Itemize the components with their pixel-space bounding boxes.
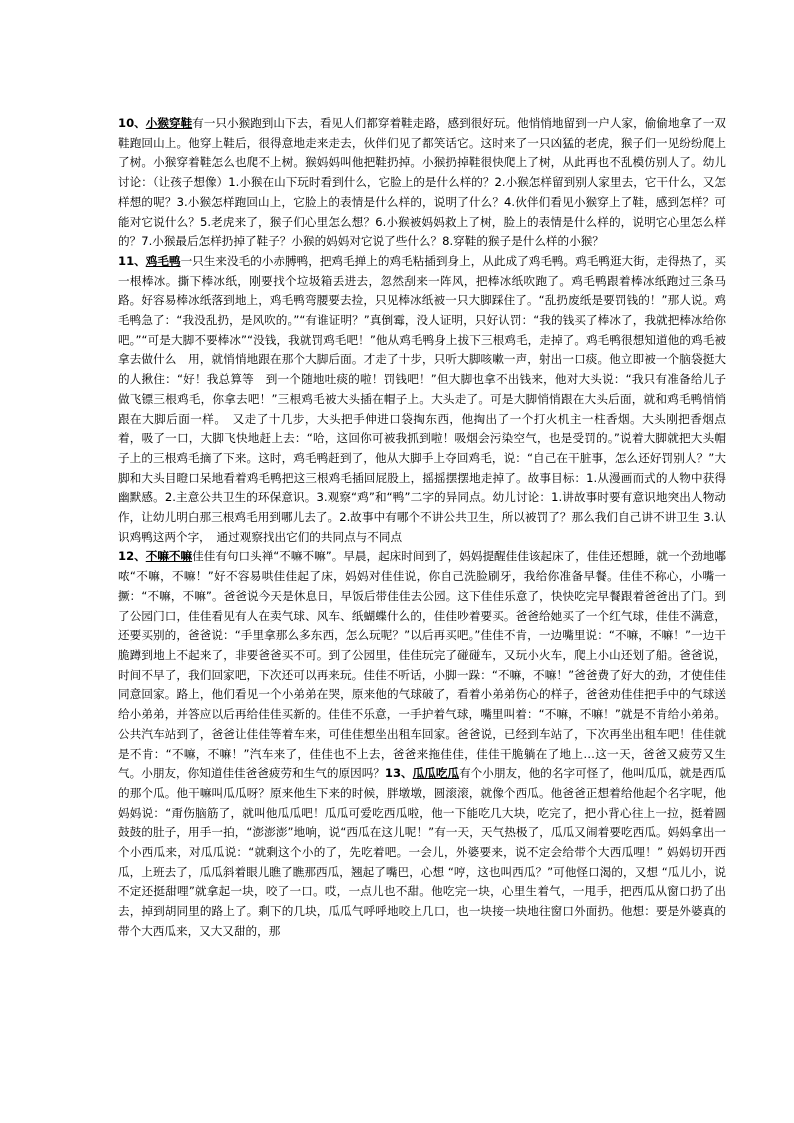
document-page (118, 114, 726, 942)
story-13-title: 瓜瓜吃瓜 (412, 766, 460, 781)
story-10-number: 10、 (118, 116, 146, 130)
story-11-number: 11、 (118, 253, 146, 268)
story-13-text: 有个小朋友，他的名字可怪了，他叫瓜瓜，就是西瓜的那个瓜。他干嘛叫瓜瓜呀？原来他生下来的时候，胖墩墩，圆滚滚，就像个西瓜。他爸爸正想着给他起个名字呢，他妈妈说：“甭伤脑筋了，就叫他瓜瓜吧！瓜瓜可爱吃西瓜啦，他一下能吃几大块，吃完了，把小背心往上一拉，挺着圆鼓鼓的肚子，用手一拍，“澎澎澎”地响，说“西瓜在这儿呢！”有一天，天气热极了，瓜瓜又闹着要吃西瓜。妈妈拿出一个小西瓜来，对瓜瓜说：“就剩这个小的了，先吃着吧。一会儿，外婆要来，说不定会给带个大西瓜哩！” 妈妈切开西瓜，上班去了，瓜瓜斜着眼儿瞧了瞧那西瓜，翘起了嘴巴，心想 “哼，这也叫西瓜？”可他怪口渴的，又想 “瓜儿小，说不定还挺甜哩”就拿起一块，咬了一口。哎，一点儿也不甜。他吃完一块，心里生着气，一甩手，把西瓜从窗口扔了出去，掉到胡同里的路上了。剩下的几块，瓜瓜气呼呼地咬上几口，也一块接一块地往窗口外面扔。他想：要是外婆真的带个大西瓜来，又大又甜的，那 (118, 766, 726, 938)
story-10-title: 小猴穿鞋 (145, 116, 193, 130)
story-10-text: 有一只小猴跑到山下去，看见人们都穿着鞋走路，感到很好玩。他悄悄地留到一户人家，偷偷地拿了一双鞋跑回山上。他穿上鞋后，很得意地走来走去，伙伴们见了都笑话它。这时来了一只凶猛的老虎，猴子们一见纷纷爬上了树。小猴穿着鞋怎么也爬不上树。猴妈妈叫他把鞋扔掉。小猴扔掉鞋很快爬上了树，从此再也不乱模仿别人了。幼儿讨论：（让孩子想像）1.小猴在山下玩时看到什么，它脸上的是什么样的？2.小猴怎样留到别人家里去，它干什么，又怎样想的呢？3.小猴怎样跑回山上，它脸上的表情是什么样的，说明了什么？4.伙伴们看见小猴穿上了鞋，感到怎样？可能对它说什么？5.老虎来了，猴子们心里怎么想？6.小猴被妈妈救上了树，脸上的表情是什么样的，说明它心里怎么样的？7.小猴最后怎样扔掉了鞋子？小猴的妈妈对它说了些什么？8.穿鞋的猴子是什么样的小猴？ (118, 116, 726, 249)
story-12-paragraph (118, 547, 726, 941)
story-12-title: 不嘛不嘛 (145, 549, 193, 564)
story-11-text: 一只生来没毛的小赤膊鸭，把鸡毛掸上的鸡毛粘插到身上，从此成了鸡毛鸭。鸡毛鸭逛大街，走得热了，买一根棒冰。撕下棒冰纸，刚要找个垃圾箱丢进去，忽然刮来一阵风，把棒冰纸吹跑了。鸡毛鸭跟着棒冰纸跑过三条马路。好容易棒冰纸落到地上，鸡毛鸭弯腰要去捡，只见棒冰纸被一只大脚踩住了。“乱扔废纸是要罚钱的！”那人说。鸡毛鸭急了：“我没乱扔，是风吹的。”“有谁证明？”真倒霉，没人证明，只好认罚：“我的钱买了棒冰了，我就把棒冰给你吧。”“可是大脚不要棒冰”“没钱，我就罚鸡毛吧！”他从鸡毛鸭身上拔下三根鸡毛，走掉了。鸡毛鸭很想知道他的鸡毛被拿去做什么 用，就悄悄地跟在那个大脚后面。才走了十步，只听大脚咳嗽一声，射出一口痰。他立即被一个脑袋挺大的人揪住：“好！我总算等 到一个随地吐痰的啦！罚钱吧！”但大脚也拿不出钱来，他对大头说：“我只有准备给儿子做飞镖三根鸡毛，你拿去吧！”三根鸡毛被大头插在帽子上。大头走了。可是大脚悄悄跟在大头后面，就和鸡毛鸭悄悄跟在大脚后面一样。 又走了十几步，大头把手伸进口袋掏东西，他掏出了一个打火机主一柱香烟。大头刚把香烟点着，吸了一口，大脚飞快地赶上去：“哈，这回你可被我抓到啦！吸烟会污染空气，也是受罚的。”说着大脚就把大头帽子上的三根鸡毛摘了下来。这时，鸡毛鸭赶到了，他从大脚手上夺回鸡毛，说：“自己在干脏事，怎么还好罚别人？”大脚和大头目瞪口呆地看着鸡毛鸭把这三根鸡毛插回屁股上，摇摇摆摆地走掉了。故事目标：1.从漫画而式的人物中获得幽默感。2.主意公共卫生的环保意识。3.观察“鸡”和“鸭”二字的异同点。幼儿讨论：1.讲故事时要有意识地突出人物动作，让幼儿明白那三根鸡毛用到哪儿去了。2.故事中有哪个不讲公共卫生，所以被罚了？那么我们自己讲不讲卫生 3.认识鸡鸭这两个字， 通过观察找出它们的共同点与不同点 (118, 253, 726, 544)
story-13-number: 13、 (384, 766, 413, 781)
story-11-paragraph (118, 252, 726, 548)
story-11-title: 鸡毛鸭 (145, 253, 181, 268)
story-10-paragraph (118, 114, 726, 252)
story-12-number: 12、 (118, 549, 146, 564)
story-12-text: 佳佳有句口头禅“不嘛不嘛”。早晨，起床时间到了，妈妈提醒佳佳该起床了，佳佳还想睡，就一个劲地嘟哝“不嘛，不嘛！”好不容易哄佳佳起了床，妈妈对佳佳说，你自己洗脸刷牙，我给你准备早餐。佳佳不称心，小嘴一撅：“不嘛，不嘛”。爸爸说今天是休息日，早饭后带佳佳去公园。这下佳佳乐意了，快快吃完早餐跟着爸爸出了门。到了公园门口，佳佳看见有人在卖气球、风车、纸蝴蝶什么的，佳佳吵着要买。爸爸给她买了一个红气球，佳佳不满意，还要买别的，爸爸说：“手里拿那么多东西，怎么玩呢？”以后再买吧。”佳佳不肯，一边嘴里说：“不嘛，不嘛！”一边干脆蹲到地上不起来了，非要爸爸买不可。到了公园里，佳佳玩完了碰碰车，又玩小火车，爬上小山还划了船。爸爸说，时间不早了，我们回家吧，下次还可以再来玩。佳佳不听话，小脚一跺：“不嘛，不嘛！”爸爸费了好大的劲，才使佳佳同意回家。路上，他们看见一个小弟弟在哭，原来他的气球破了，看着小弟弟伤心的样子，爸爸劝佳佳把手中的气球送给小弟弟，并答应以后再给佳佳买新的。佳佳不乐意，一手护着气球，嘴里叫着：“不嘛，不嘛！”就是不肯给小弟弟。公共汽车站到了，爸爸让佳佳等着车来，可佳佳想坐出租车回家。爸爸说，已经到车站了，下次再坐出租车吧！佳佳就是不肯：“不嘛，不嘛！”汽车来了，佳佳也不上去，爸爸来拖佳佳，佳佳干脆躺在了地上…这一天，爸爸又疲劳又生气。小朋友，你知道佳佳爸爸疲劳和生气的原因吗？ (118, 549, 726, 781)
